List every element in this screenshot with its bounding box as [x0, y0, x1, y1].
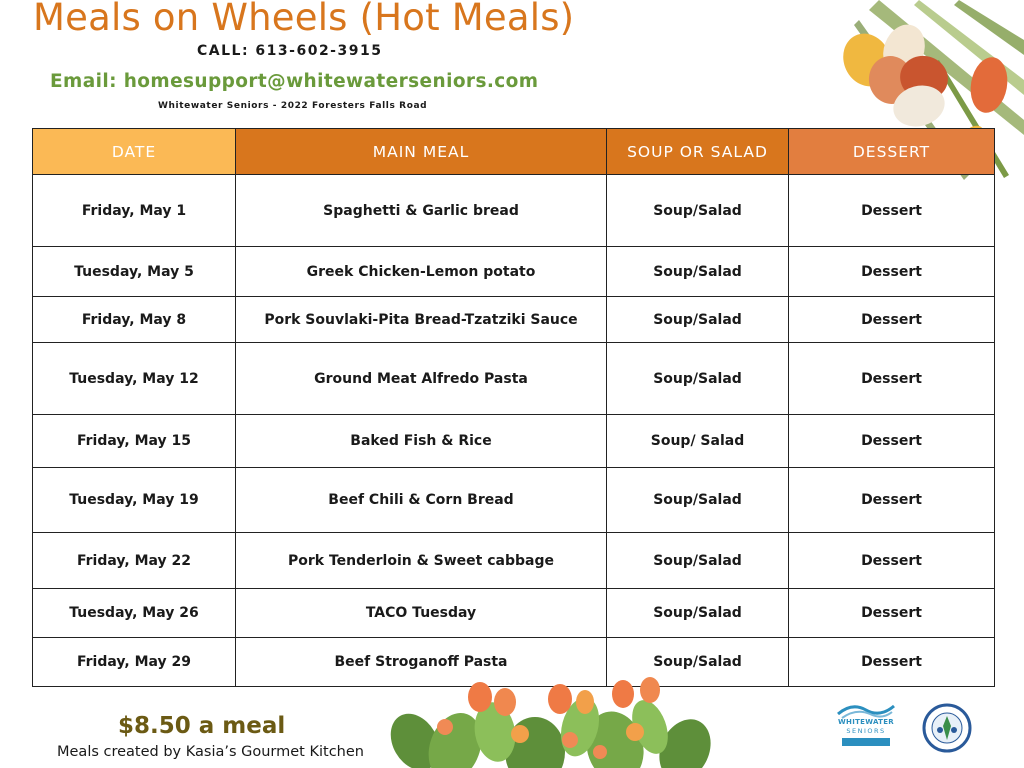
main-meal-cell: Ground Meat Alfredo Pasta — [236, 343, 607, 415]
soup-salad-cell: Soup/Salad — [607, 533, 789, 589]
date-cell: Friday, May 22 — [33, 533, 236, 589]
column-header-soup-or-salad: SOUP OR SALAD — [607, 129, 789, 175]
table-row — [33, 175, 995, 247]
flower-border-illustration — [385, 672, 730, 768]
date-cell: Tuesday, May 5 — [33, 247, 236, 297]
wave-icon — [832, 700, 900, 720]
soup-salad-cell: Soup/Salad — [607, 468, 789, 533]
soup-salad-cell: Soup/Salad — [607, 589, 789, 638]
logo-subtitle: SENIORS — [846, 727, 886, 735]
main-meal-cell: Beef Stroganoff Pasta — [236, 638, 607, 687]
dessert-cell: Dessert — [789, 468, 995, 533]
main-meal-cell: Pork Souvlaki-Pita Bread-Tzatziki Sauce — [236, 297, 607, 343]
column-header-date: DATE — [33, 129, 236, 175]
main-meal-cell: Spaghetti & Garlic bread — [236, 175, 607, 247]
column-header-dessert: DESSERT — [789, 129, 995, 175]
soup-salad-cell: Soup/Salad — [607, 297, 789, 343]
dessert-cell: Dessert — [789, 589, 995, 638]
address-line: Whitewater Seniors - 2022 Foresters Falls Road — [158, 101, 428, 111]
logo-bar — [842, 738, 890, 746]
table-row — [33, 468, 995, 533]
dessert-cell: Dessert — [789, 533, 995, 589]
table-row — [33, 415, 995, 468]
dessert-cell: Dessert — [789, 343, 995, 415]
page-title: Meals on Wheels (Hot Meals) — [33, 0, 575, 39]
date-cell: Tuesday, May 19 — [33, 468, 236, 533]
community-seal-logo — [922, 703, 972, 753]
date-cell: Tuesday, May 12 — [33, 343, 236, 415]
date-cell: Friday, May 8 — [33, 297, 236, 343]
date-cell: Tuesday, May 26 — [33, 589, 236, 638]
date-cell: Friday, May 15 — [33, 415, 236, 468]
email-address: Email: homesupport@whitewaterseniors.com — [50, 71, 539, 92]
table-row — [33, 247, 995, 297]
soup-salad-cell: Soup/Salad — [607, 343, 789, 415]
table-row — [33, 297, 995, 343]
dessert-cell: Dessert — [789, 638, 995, 687]
kitchen-credit: Meals created by Kasia’s Gourmet Kitchen — [57, 744, 364, 760]
table-header-row — [33, 129, 995, 175]
dessert-cell: Dessert — [789, 297, 995, 343]
phone-number: CALL: 613-602-3915 — [197, 43, 383, 59]
dessert-cell: Dessert — [789, 415, 995, 468]
logo-name: WHITEWATER — [838, 718, 894, 726]
date-cell: Friday, May 29 — [33, 638, 236, 687]
table-row — [33, 589, 995, 638]
soup-salad-cell: Soup/Salad — [607, 638, 789, 687]
dessert-cell: Dessert — [789, 247, 995, 297]
column-header-main-meal: MAIN MEAL — [236, 129, 607, 175]
whitewater-seniors-logo — [832, 700, 900, 750]
soup-salad-cell: Soup/Salad — [607, 247, 789, 297]
main-meal-cell: Beef Chili & Corn Bread — [236, 468, 607, 533]
main-meal-cell: Greek Chicken-Lemon potato — [236, 247, 607, 297]
main-meal-cell: TACO Tuesday — [236, 589, 607, 638]
main-meal-cell: Pork Tenderloin & Sweet cabbage — [236, 533, 607, 589]
table-row — [33, 343, 995, 415]
main-meal-cell: Baked Fish & Rice — [236, 415, 607, 468]
date-cell: Friday, May 1 — [33, 175, 236, 247]
soup-salad-cell: Soup/Salad — [607, 175, 789, 247]
soup-salad-cell: Soup/ Salad — [607, 415, 789, 468]
table-row — [33, 533, 995, 589]
meal-schedule-table — [32, 128, 995, 687]
price-per-meal: $8.50 a meal — [118, 713, 286, 739]
dessert-cell: Dessert — [789, 175, 995, 247]
